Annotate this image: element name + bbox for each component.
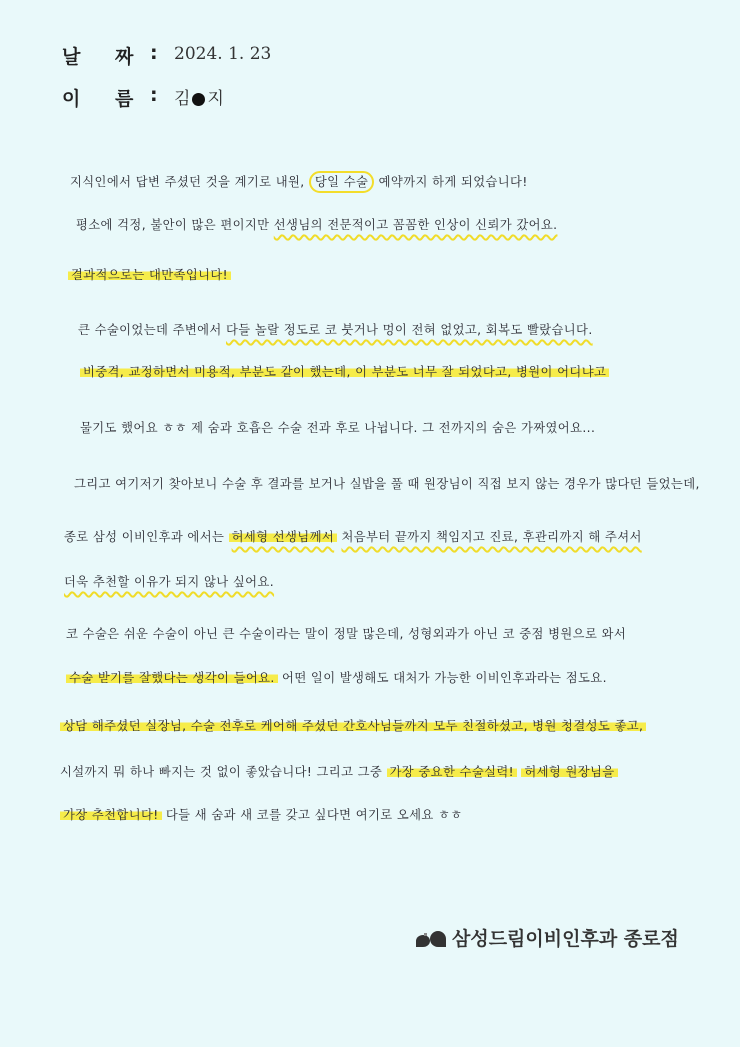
name-prefix: 김 <box>174 89 191 109</box>
underlined-text: 선생님의 전문적이고 꼼꼼한 인상이 신뢰가 갔어요. <box>273 218 558 232</box>
review-line-8: 종로 삼성 이비인후과 에서는 허세형 선생님께서 처음부터 끝까지 책임지고 진료, 후관리까지 해 주셔서 <box>64 530 642 544</box>
circled-text: 당일 수술 <box>309 171 374 193</box>
review-line-10: 코 수술은 쉬운 수술이 아닌 큰 수술이라는 말이 정말 많은데, 성형외과가 아닌 코 중점 병원으로 와서 <box>66 627 627 641</box>
review-line-5 <box>80 362 609 380</box>
name-suffix: 지 <box>207 89 224 109</box>
review-line-1: 지식인에서 답변 주셨던 것을 계기로 내원, 당일 수술 예약까지 하게 되었습니다! <box>70 172 528 190</box>
date-value: 2024. 1. 23 <box>174 44 272 64</box>
review-line-2: 평소에 걱정, 불안이 많은 편이지만 선생님의 전문적이고 꼼꼼한 인상이 신뢰가 갔어요. <box>76 218 558 232</box>
highlighted-text: 허세형 원장님을 <box>521 765 617 779</box>
review-line-7: 그리고 여기저기 찾아보니 수술 후 결과를 보거나 실밥을 풀 때 원장님이 직접 보지 않는 경우가 많다던 들었는데, <box>74 477 700 491</box>
name-label: 이 름 <box>62 88 148 110</box>
date-colon: : <box>150 42 158 64</box>
review-line-9 <box>64 572 274 590</box>
review-line-6: 물기도 했어요 ㅎㅎ 제 숨과 호흡은 수술 전과 후로 나뉩니다. 그 전까지의 숨은 가짜였어요... <box>80 421 596 435</box>
date-label: 날 짜 <box>62 46 148 68</box>
highlighted-text: 허세형 선생님께서 <box>229 530 338 544</box>
clinic-name: 삼성드림이비인후과 종로점 <box>452 928 679 950</box>
highlighted-text: 결과적으로는 대만족입니다! <box>68 268 231 282</box>
underlined-text: 더욱 추천할 이유가 되지 않나 싶어요. <box>64 575 275 589</box>
name-colon: : <box>150 84 158 106</box>
review-line-4: 큰 수술이었는데 주변에서 다들 놀랄 정도로 코 붓거나 멍이 전혀 없었고, 회복도 빨랐습니다. <box>78 323 593 337</box>
name-value <box>174 84 224 109</box>
review-line-14: 가장 추천합니다! 다들 새 숨과 새 코를 갖고 싶다면 여기로 오세요 ㅎㅎ <box>60 805 463 823</box>
highlighted-text: 가장 중요한 수술실력! <box>387 765 517 779</box>
highlighted-text: 비중격, 교정하면서 미용적, 부분도 같이 했는데, 이 부분도 너무 잘 되었다고, 병원이 어디냐고 <box>80 365 609 379</box>
review-line-13: 시설까지 뭐 하나 빠지는 것 없이 좋았습니다! 그리고 그중 가장 중요한 수술실력! 허세형 원장님을 <box>60 762 618 780</box>
review-line-11: 수술 받기를 잘했다는 생각이 들어요. 어떤 일이 발생해도 대처가 가능한 이비인후과라는 점도요. <box>66 668 607 686</box>
clinic-signature <box>416 924 679 951</box>
highlighted-text: 수술 받기를 잘했다는 생각이 들어요. <box>66 671 278 685</box>
review-line-3 <box>68 265 231 283</box>
review-line-12 <box>60 716 646 734</box>
underlined-text: 처음부터 끝까지 책임지고 진료, 후관리까지 해 주셔서 <box>341 530 642 544</box>
highlighted-text: 상담 해주셨던 실장님, 수술 전후로 케어해 주셨던 간호사님들까지 모두 친절하셨고, 병원 청결성도 좋고, <box>60 719 646 733</box>
underlined-text: 다들 놀랄 정도로 코 붓거나 멍이 전혀 없었고, 회복도 빨랐습니다. <box>226 323 593 337</box>
redaction-blot <box>192 93 205 106</box>
highlighted-text: 가장 추천합니다! <box>60 808 162 822</box>
clinic-logo-icon <box>416 929 448 951</box>
